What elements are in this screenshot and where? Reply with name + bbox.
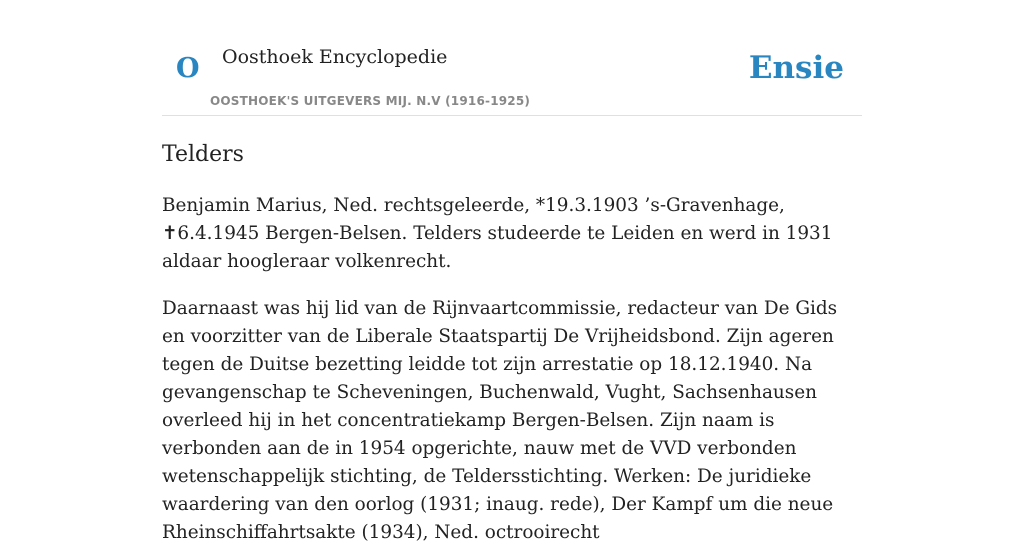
content-column bbox=[162, 0, 862, 547]
source-title-link[interactable]: Oosthoek Encyclopedie bbox=[222, 46, 448, 68]
source-logo-icon[interactable]: O bbox=[176, 53, 200, 84]
source-header bbox=[162, 0, 862, 116]
publisher-label: OOSTHOEK'S UITGEVERS MIJ. N.V (1916-1925) bbox=[210, 94, 531, 108]
entry-paragraph-2: Daarnaast was hij lid van de Rijnvaartcommissie, redacteur van De Gids en voorzitter van de Liberale Staatspartij De Vrijheidsbond. Zijn ageren tegen de Duitse bezetting leidde tot zijn arrestatie op 18.12.1940. Na gevangenschap te Scheveningen, Buchenwald, Vught, Sachsenhausen overleed hij in het concentratiekamp Bergen-Belsen. Zijn naam is verbonden aan de in 1954 opgerichte, nauw met de VVD verbonden wetenschappelijk stichting, de Teldersstichting. Werken: De juridieke waardering van den oorlog (1931; inaug. rede), Der Kampf um die neue Rheinschiffahrtsakte (1934), Ned. octrooirecht bbox=[162, 298, 838, 543]
ensie-logo[interactable]: Ensie bbox=[748, 50, 844, 86]
entry-paragraph-1: Benjamin Marius, Ned. rechtsgeleerde, *19.3.1903 ’s-Gravenhage, ✝6.4.1945 Bergen-Belsen. Telders studeerde te Leiden en werd in 1931 aldaar hoogleraar volkenrecht. bbox=[162, 195, 833, 272]
entry-title: Telders bbox=[162, 142, 244, 167]
